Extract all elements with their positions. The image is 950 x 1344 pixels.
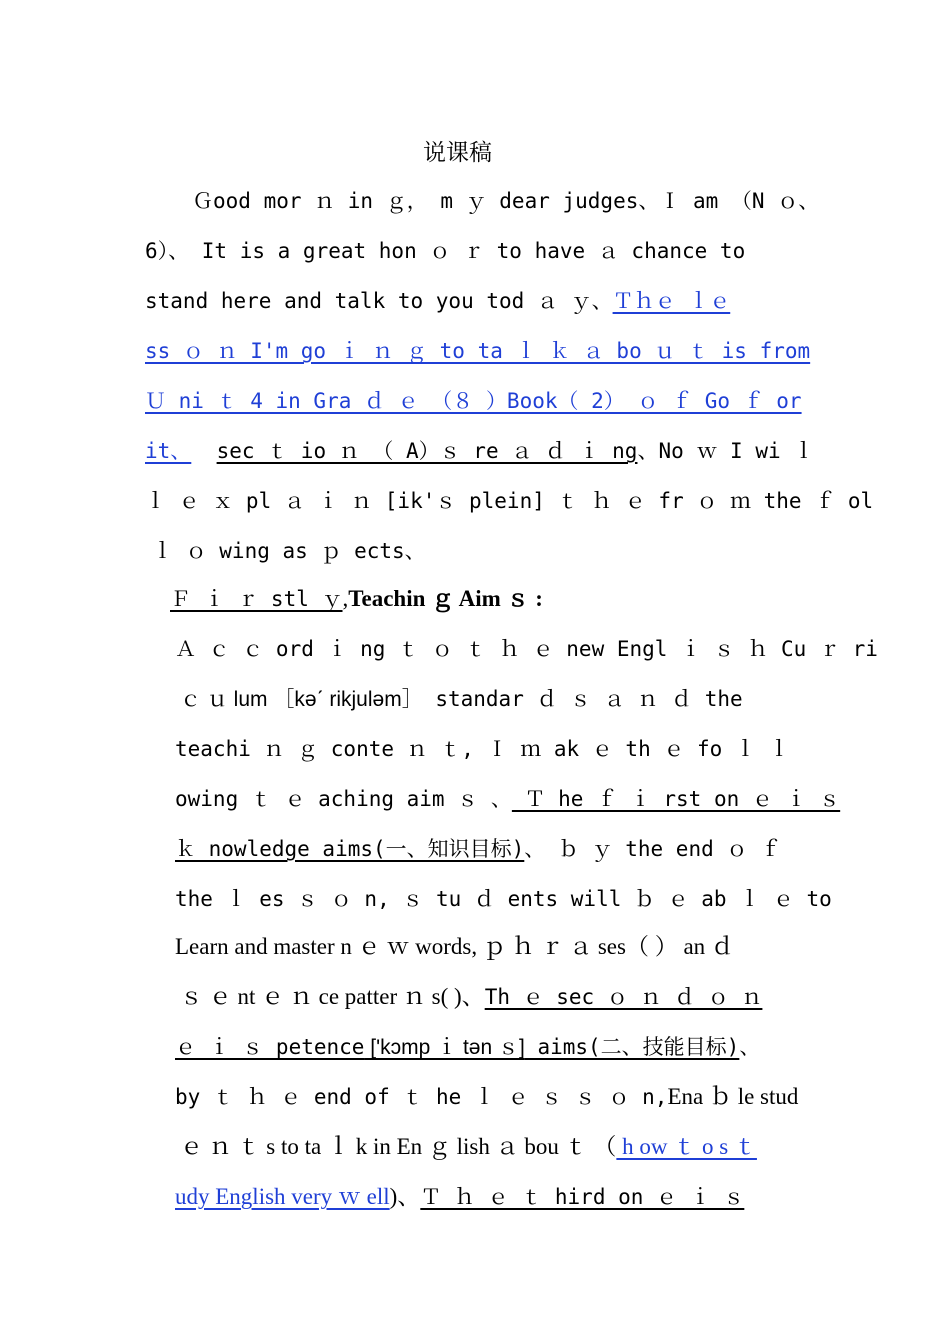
p1-line-3-text: stand here and talk to you tod ａ ｙ、 bbox=[145, 289, 613, 313]
lesson-link-part-3[interactable]: Ｕ ni ｔ 4 in Gra ｄ ｅ （８ ）Book（ 2） ｏ ｆ Go ｆ or bbox=[145, 389, 802, 413]
p2-line-9-tail: 、 bbox=[739, 1035, 761, 1059]
competence-text: ｅ ｉ ｓ petence bbox=[175, 1035, 365, 1059]
curriculum-phonetic: ｃ ｕ lum ［kəˊ rikjuləm］ bbox=[180, 688, 423, 711]
section-heading bbox=[170, 584, 543, 614]
p2-line-5-tail: 、 ｂ ｙ the end ｏ ｆ bbox=[524, 837, 782, 861]
p2-line-2 bbox=[180, 684, 743, 715]
p2-line-6: the ｌ es ｓ ｏ n, ｓ tu ｄ ents will ｂ ｅ ab ｌ ｅ to bbox=[175, 887, 832, 911]
p2-line-10 bbox=[175, 1082, 798, 1112]
lesson-link-part-4[interactable]: it、 bbox=[145, 439, 192, 463]
p2-line-5 bbox=[175, 834, 781, 864]
skill-aims-text: aims(二、技能目标) bbox=[524, 1035, 740, 1059]
p2-line-1: Ａ ｃ ｃ ord ｉ ng ｔ ｏ ｔ ｈ ｅ new Engl ｉ ｓ ｈ Cu ｒ ri bbox=[175, 637, 878, 661]
p1-line-2: 6）、 It is a great hon ｏ ｒ to have ａ chance to bbox=[145, 239, 746, 263]
knowledge-aims-text: ｋ nowledge aims(一、知识目标) bbox=[175, 837, 525, 861]
p1-line-7: ｌ ｅ ｘ pl ａ ｉ ｎ [ik'ｓ plein] ｔ ｈ ｅ fr ｏ ｍ the ｆ ol bbox=[145, 489, 874, 513]
p2-line-12 bbox=[175, 1182, 744, 1212]
teaching-aims-heading: Teachin ｇ Aim ｓ : bbox=[348, 586, 543, 611]
competence-phonetic: ['kɔmp ｉ tən ｓ] bbox=[364, 1036, 525, 1059]
lesson-link-part-2[interactable]: ss ｏ ｎ I'm go ｉ ｎ ｇ to ta ｌ ｋ ａ bo ｕ ｔ is from bbox=[145, 339, 811, 363]
study-link-part-2[interactable]: udy English very ｗ ell bbox=[175, 1184, 390, 1209]
p2-line-3: teachi ｎ ｇ conte ｎ ｔ, Ｉ ｍ ak ｅ th ｅ fo ｌ ｌ bbox=[175, 737, 790, 761]
page-title: 说课稿 bbox=[423, 140, 492, 166]
p2-line-11 bbox=[180, 1132, 757, 1162]
heading-comma: , bbox=[342, 586, 349, 611]
p2-line-11-text: ｅ ｎ ｔ s to ta ｌ k in En ｇ lish ａ bou ｔ （ bbox=[180, 1134, 617, 1159]
firstly-label: Ｆ ｉ ｒ stl ｙ bbox=[170, 587, 343, 611]
p1-line-6-tail: 、No ｗ I wi ｌ bbox=[637, 439, 815, 463]
p2-line-10-text: by ｔ ｈ ｅ end of ｔ he ｌ ｅ ｓ ｓ ｏ n, bbox=[175, 1085, 668, 1109]
p1-line-6 bbox=[145, 436, 814, 466]
p2-line-2-tail: standar ｄ ｓ ａ ｎ ｄ the bbox=[422, 687, 743, 711]
p1-line-3 bbox=[145, 286, 730, 316]
section-reading-text: sec ｔ io ｎ （ A）ｓ re ａ ｄ ｉ ng bbox=[216, 439, 638, 463]
p2-line-4 bbox=[175, 784, 840, 814]
study-link-part-1[interactable]: h ow ｔ o s ｔ bbox=[616, 1134, 757, 1159]
p2-line-8 bbox=[180, 982, 762, 1012]
p2-line-9 bbox=[175, 1032, 760, 1063]
p2-line-10-tail: Ena ｂ le stud bbox=[667, 1084, 799, 1109]
third-aim-text: Ｔ ｈ ｅ ｔ hird on ｅ ｉ ｓ bbox=[420, 1185, 745, 1209]
p2-line-8-text: ｓ ｅ nt ｅ ｎ ce patter ｎ s( )、 bbox=[180, 984, 485, 1009]
lesson-link-part-1[interactable]: Ｔｈｅ ｌｅ bbox=[612, 289, 731, 313]
p1-line-8: ｌ ｏ wing as ｐ ects、 bbox=[152, 539, 426, 563]
p1-line-1: Ｇood mor ｎ in ｇ， m ｙ dear judges、Ｉ am （N ｏ、 bbox=[192, 189, 820, 213]
first-aim-text: Ｔ he ｆ ｉ rst on ｅ ｉ ｓ bbox=[511, 787, 841, 811]
p2-line-4-text: owing ｔ ｅ aching aim ｓ 、 bbox=[175, 787, 512, 811]
p2-line-12-mid: )、 bbox=[389, 1184, 421, 1209]
p2-line-7: Learn and master n ｅ ｗ words, ｐ ｈ ｒ ａ ses（ ） an ｄ bbox=[175, 934, 734, 959]
second-aim-text: Th ｅ sec ｏ ｎ ｄ ｏ ｎ bbox=[484, 985, 763, 1009]
